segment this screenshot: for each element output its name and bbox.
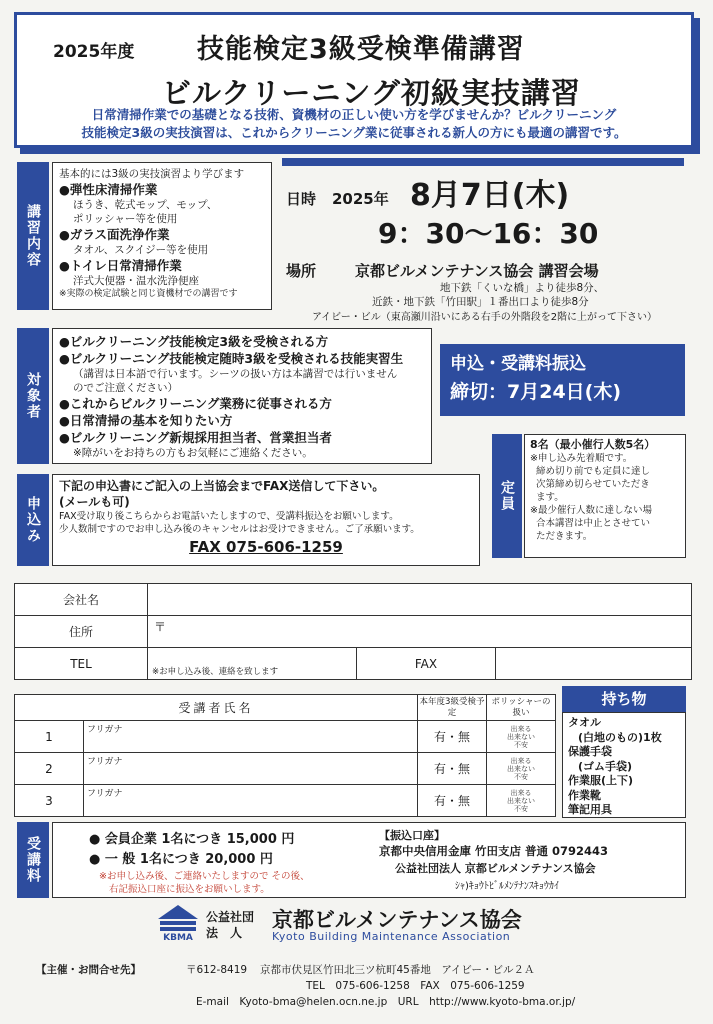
roster-row-number: 1 <box>15 721 84 753</box>
footer-address: 京都市伏見区竹田北三ツ杭町45番地 アイビー・ビル２Ａ <box>260 964 535 976</box>
roster-row <box>15 785 556 817</box>
deadline-line-1: 申込・受講料振込 <box>450 354 586 374</box>
bank-title: 【振込口座】 <box>379 829 445 842</box>
roster-skill-choice[interactable] <box>487 785 556 817</box>
roster-skill-choice[interactable] <box>487 721 556 753</box>
bank-line-1: 京都中央信用金庫 竹田支店 普通 0792443 <box>379 844 609 858</box>
event-time: 9：30〜16：30 <box>378 217 599 250</box>
fee-general: ● 一 般 1名につき 20,000 円 <box>89 852 273 867</box>
roster-table <box>14 694 556 817</box>
content-label: 講習内容 <box>17 162 49 310</box>
date-year: 2025年 <box>332 190 389 208</box>
capacity-box <box>524 434 686 558</box>
skill-option-3: 不安 <box>514 804 528 813</box>
intro-line-1: 日常清掃作業での基礎となる技術、資機材の正しい使い方を学びませんか？ビルクリーニング <box>91 107 617 122</box>
footer-email: E-mail Kyoto-bma@helen.ocn.ne.jp URL http://www.kyoto-bma.or.jp/ <box>196 996 576 1008</box>
skill-option-2: 出来ない <box>507 764 535 773</box>
target-label: 対象者 <box>17 328 49 464</box>
content-item-3-sub: 洋式大便器・温水洗浄便座 <box>73 275 199 287</box>
skill-option-3: 不安 <box>514 740 528 749</box>
apply-line-2: (メールも可) <box>59 495 130 509</box>
fee-member: ● 会員企業 1名につき 15,000 円 <box>89 832 295 847</box>
deadline-box <box>440 344 685 416</box>
intro-line-2: 技能検定3級の実技演習は、これからクリーニング業に従事される新人の方にも最適の講習です。 <box>81 125 627 140</box>
capacity-line-4: 次第締め切らせていただき <box>536 479 650 490</box>
item-gloves-note: (ゴム手袋) <box>578 759 633 773</box>
company-input[interactable] <box>148 584 692 616</box>
tel-input[interactable] <box>148 648 357 680</box>
fax-input[interactable] <box>496 648 692 680</box>
fee-box <box>52 822 686 898</box>
target-item-1: ●ビルクリーニング技能検定3級を受検される方 <box>59 334 329 349</box>
capacity-line-3: 締め切り前でも定員に達し <box>536 466 651 477</box>
target-item-5: ●ビルクリーニング新規採用担当者、営業担当者 <box>59 430 332 445</box>
apply-line-4: 少人数制ですのでお申し込み後のキャンセルはお受けできません。ご了承願います。 <box>59 524 420 535</box>
target-item-4: ●日常清掃の基本を知りたい方 <box>59 413 233 428</box>
org-type-2: 法 人 <box>206 926 243 940</box>
skill-option-2: 出来ない <box>507 732 535 741</box>
tel-label: TEL <box>15 648 148 680</box>
skill-option-3: 不安 <box>514 772 528 781</box>
content-lead: 基本的には3級の実技演習より学びます <box>59 168 245 180</box>
org-type-1: 公益社団 <box>206 910 255 924</box>
footer-label: 【主催・お問合せ先】 <box>36 964 141 976</box>
roster-exam-choice[interactable]: 有・無 <box>418 721 487 753</box>
capacity-line-5: ます。 <box>536 492 564 503</box>
items-box <box>562 712 686 818</box>
roster-name-input[interactable] <box>84 721 418 753</box>
items-title: 持ち物 <box>562 686 686 712</box>
org-name-en: Kyoto Building Maintenance Association <box>272 930 511 943</box>
kbma-logo <box>156 903 200 943</box>
capacity-line-8: ただきます。 <box>536 531 593 542</box>
schedule-bar <box>282 158 684 166</box>
content-item-2: ●ガラス面洗浄作業 <box>59 227 170 242</box>
access-2: 近鉄・地下鉄「竹田駅」１番出口より徒歩8分 <box>372 296 589 308</box>
fax-label: FAX <box>357 648 496 680</box>
content-note: ※実際の検定試験と同じ資機材での講習です <box>59 289 238 299</box>
tel-note: ※お申し込み後、連絡を致します <box>152 667 279 677</box>
capacity-line-2: ※申し込み先着順です。 <box>530 453 633 464</box>
furigana-label: フリガナ <box>87 789 123 799</box>
org-name: 京都ビルメンテナンス協会 <box>272 908 522 932</box>
header-title-2: ビルクリーニング初級実技講習 <box>162 76 581 110</box>
fee-note-2: 右記振込口座に振込をお願いします。 <box>109 884 270 895</box>
apply-line-3: FAX受け取り後こちらからお電話いたしますので、受講料振込をお願いします。 <box>59 511 399 522</box>
target-item-2-note-2: のでご注意ください） <box>73 382 178 394</box>
access-3: アイビー・ビル（東高瀬川沿いにある右手の外階段を2階に上がって下さい） <box>312 312 658 323</box>
target-item-2-note-1: （講習は日本語で行います。シーツの扱い方は本講習では行いません <box>73 368 398 380</box>
skill-option-1: 出来る <box>510 756 532 765</box>
header-title-1: 技能検定3級受検準備講習 <box>197 34 525 65</box>
item-towel: タオル <box>568 716 601 729</box>
apply-box <box>52 474 480 566</box>
apply-fax: FAX 075-606-1259 <box>189 538 343 556</box>
roster-name-input[interactable] <box>84 785 418 817</box>
skill-option-1: 出来る <box>510 724 532 733</box>
application-form <box>14 583 692 680</box>
content-item-1: ●弾性床清掃作業 <box>59 182 158 197</box>
access-1: 地下鉄「くいな橋」より徒歩8分、 <box>440 282 605 294</box>
roster-name-input[interactable] <box>84 753 418 785</box>
item-towel-note: (白地のもの)1枚 <box>578 730 662 744</box>
kbma-logo-text: KBMA <box>163 933 193 943</box>
skill-option-1: 出来る <box>510 788 532 797</box>
apply-label: 申込み <box>17 474 49 566</box>
item-workwear: 作業服(上下) <box>568 774 634 787</box>
target-item-3: ●これからビルクリーニング業務に従事される方 <box>59 396 332 411</box>
apply-line-1: 下記の申込書にご記入の上当協会までFAX送信して下さい。 <box>59 479 385 493</box>
content-item-2-sub: タオル、スクイジー等を使用 <box>73 244 209 256</box>
header-year: 2025年度 <box>53 42 135 62</box>
target-item-2: ●ビルクリーニング技能検定随時3級を受検される技能実習生 <box>59 351 404 366</box>
capacity-label: 定員 <box>492 434 522 558</box>
target-note: ※障がいをお持ちの方もお気軽にご連絡ください。 <box>73 447 313 459</box>
footer-postal: 〒612-8419 <box>186 964 248 976</box>
target-box <box>52 328 432 464</box>
roster-row-number: 2 <box>15 753 84 785</box>
capacity-line-6: ※最少催行人数に達しない場 <box>530 505 652 516</box>
bank-line-2: 公益社団法人 京都ビルメンテナンス協会 <box>395 862 596 875</box>
roster-row-number: 3 <box>15 785 84 817</box>
capacity-line-7: 合本講習は中止とさせてい <box>536 518 651 529</box>
roster-skill-choice[interactable] <box>487 753 556 785</box>
address-label: 住所 <box>15 616 148 648</box>
content-item-1-sub-1: ほうき、乾式モップ、モップ、 <box>73 199 218 211</box>
roster-exam-choice[interactable]: 有・無 <box>418 753 487 785</box>
furigana-label: フリガナ <box>87 757 123 767</box>
skill-option-2: 出来ない <box>507 796 535 805</box>
deadline-line-2: 締切：7月24日(木) <box>450 381 622 403</box>
event-date: 8月7日(木) <box>410 178 570 213</box>
bank-line-3: ｼｬ)ｷｮｳﾄﾋﾞﾙﾒﾝﾃﾅﾝｽｷｮｳｶｲ <box>455 881 559 892</box>
fee-label: 受講料 <box>17 822 49 898</box>
content-item-1-sub-2: ポリッシャー等を使用 <box>73 213 178 225</box>
place-label: 場所 <box>286 262 317 280</box>
address-input[interactable] <box>148 616 692 648</box>
postal-mark: 〒 <box>154 620 167 634</box>
capacity-line-1: 8名（最小催行人数5名） <box>530 438 656 451</box>
roster-row <box>15 721 556 753</box>
furigana-label: フリガナ <box>87 725 123 735</box>
fee-note-1: ※お申し込み後、ご連絡いたしますので その後、 <box>99 871 310 882</box>
item-shoes: 作業靴 <box>568 788 601 802</box>
roster-exam-header: 本年度3級受検予定 <box>418 695 487 721</box>
footer-tel: TEL 075-606-1258 FAX 075-606-1259 <box>306 980 525 992</box>
item-stationery: 筆記用具 <box>568 803 612 816</box>
roster-exam-choice[interactable]: 有・無 <box>418 785 487 817</box>
company-label: 会社名 <box>15 584 148 616</box>
place-name: 京都ビルメンテナンス協会 講習会場 <box>355 262 599 280</box>
content-item-3: ●トイレ日常清掃作業 <box>59 258 182 273</box>
roster-name-header: 受講者氏名 <box>15 695 418 721</box>
date-label: 日時 <box>286 190 317 208</box>
roster-row <box>15 753 556 785</box>
content-box <box>52 162 272 310</box>
item-gloves: 保護手袋 <box>568 745 612 758</box>
roster-polisher-header: ポリッシャーの扱い <box>487 695 556 721</box>
